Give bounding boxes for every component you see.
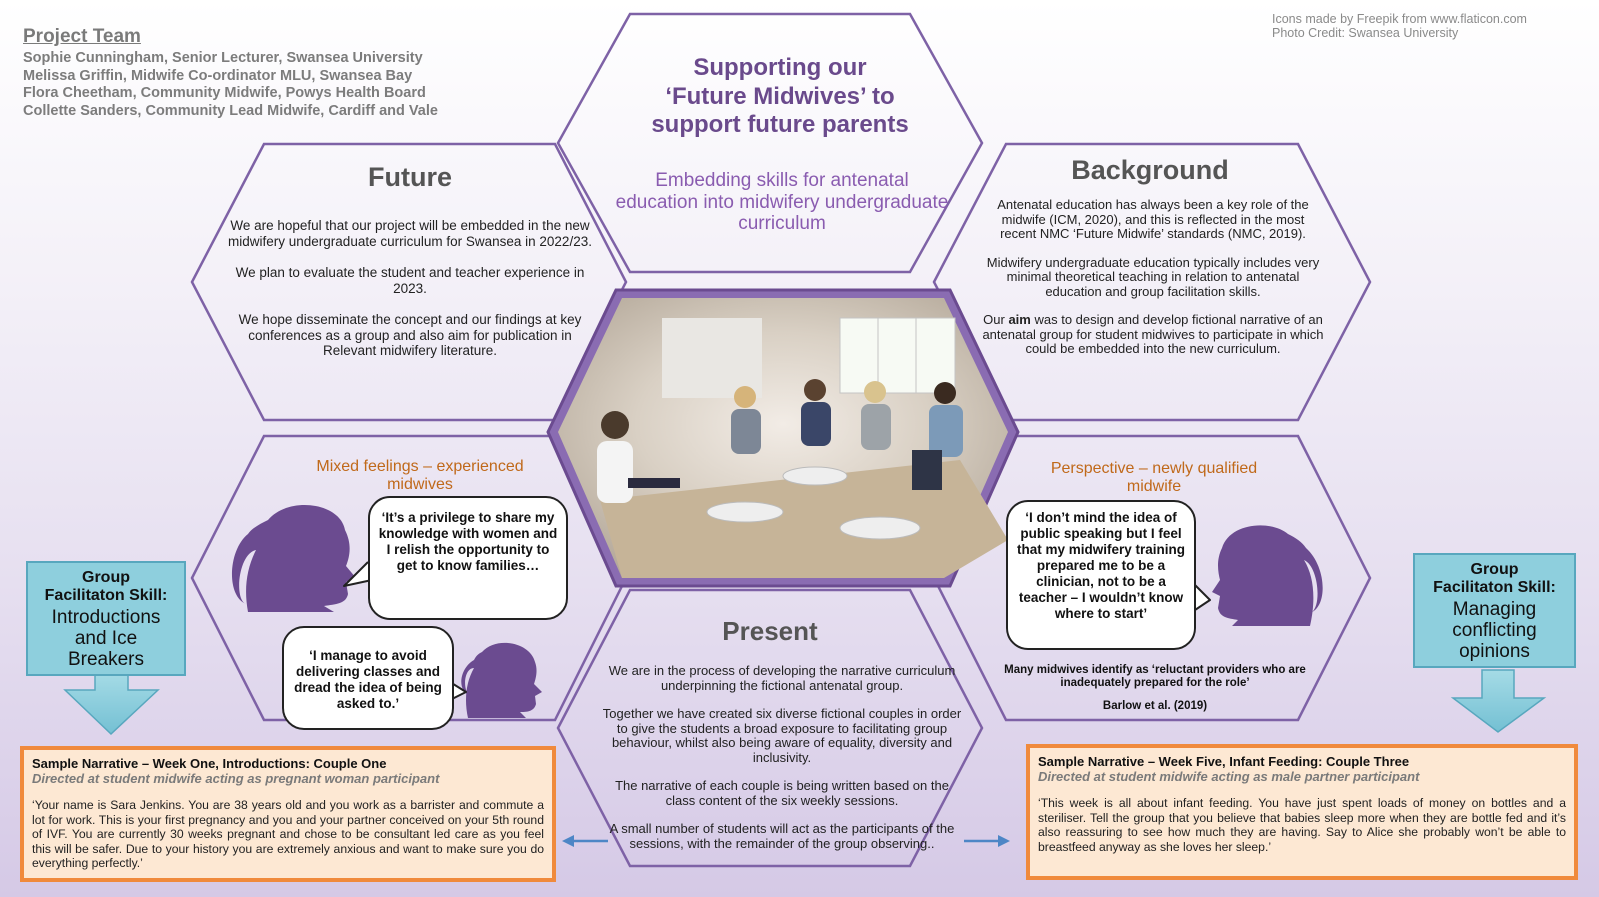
- present-text: [602, 664, 962, 865]
- poster-title: [570, 54, 990, 140]
- present-paragraph: We are in the process of developing the narrative curriculum underpinning the fictional antenatal group.: [608, 663, 956, 693]
- down-arrow-left: [65, 673, 158, 734]
- citation: Barlow et al. (2019): [1102, 700, 1208, 712]
- narrative-body: ‘Your name is Sara Jenkins. You are 38 years old and you work as a barrister and commute a lot for work. This is your first pregnancy and you and your partner conceived on your 5th round of IVF. You are currently 30 weeks pregnant and chose to be consultant led care as you feel this will be safer. Due to your history you are extremely anxious and want to make sure you do everything perfectly.’: [32, 798, 544, 871]
- future-paragraph: We plan to evaluate the student and teacher experience in 2023.: [235, 265, 585, 296]
- future-text: [226, 218, 594, 375]
- quote-bubble-privilege: ‘It’s a privilege to share my knowledge with women and I relish the opportunity to get to know families…: [368, 496, 568, 620]
- title-line: support future parents: [651, 111, 909, 138]
- aim-prefix: Our: [983, 312, 1009, 327]
- narrative-subtitle: Directed at student midwife acting as pregnant woman participant: [32, 771, 440, 786]
- background-paragraph: Midwifery undergraduate education typically includes very minimal theoretical teaching in relation to antenatal education and group facilitation skills.: [986, 254, 1320, 299]
- poster-subtitle: Embedding skills for antenatal education into midwifery undergraduate curriculum: [615, 170, 949, 234]
- background-paragraph: [982, 313, 1324, 357]
- skill-callout-right: [1413, 553, 1576, 668]
- present-paragraph: A small number of students will act as the participants of the sessions, with the remainder of the group observing..: [609, 821, 955, 851]
- narrative-title: Sample Narrative – Week One, Introductions: Couple One: [32, 756, 387, 771]
- background-paragraph: Antenatal education has always been a key role of the midwife (ICM, 2020), and this is reflected in the most recent NMC ‘Future Midwife’ standards (NMC, 2019).: [997, 197, 1309, 241]
- down-arrow-right: [1453, 670, 1544, 732]
- team-member: Flora Cheetham, Community Midwife, Powys Health Board: [23, 85, 426, 102]
- group-photo: [558, 298, 1008, 578]
- present-paragraph: Together we have created six diverse fictional couples in order to give the students a broad exposure to facilitating group behaviour, whilst also being aware of equality, diversity and inclusivity.: [602, 706, 962, 765]
- project-team-heading: Project Team: [23, 26, 141, 47]
- aim-keyword: aim: [1008, 312, 1031, 327]
- mixed-feelings-heading: Mixed feelings – experienced midwives: [316, 458, 524, 493]
- future-heading: Future: [368, 162, 452, 192]
- perspective-heading: Perspective – newly qualified midwife: [1050, 460, 1258, 495]
- photo-credit: Photo Credit: Swansea University: [1272, 26, 1459, 40]
- background-text: [982, 198, 1324, 371]
- team-member: Sophie Cunningham, Senior Lecturer, Swansea University: [23, 50, 423, 66]
- future-paragraph: We hope disseminate the concept and our findings at key conferences as a group and also aim for publication in Relevant midwifery literature.: [238, 312, 582, 358]
- project-team-list: [23, 50, 438, 120]
- narrative-body: ‘This week is all about infant feeding. You have just spent loads of money on bottles and a steriliser. Tell the group that you believe that babies sleep more when they are bottle fed and it’s also reassuring to see how much they are having. Say to Alice she probably won’t be able to breastfeed anyway as she loves her sleep.’: [1038, 796, 1566, 854]
- arrow-right: [964, 835, 1010, 847]
- present-paragraph: The narrative of each couple is being written based on the class content of the six weekly sessions.: [615, 778, 949, 808]
- skill-heading: Group: [1470, 561, 1519, 578]
- skill-body: Managing conflicting opinions: [1452, 599, 1537, 662]
- reluctant-providers-note: Many midwives identify as ‘reluctant providers who are inadequately prepared for the role’: [1004, 664, 1306, 689]
- aim-text: was to design and develop fictional narrative of an antenatal group for student midwives to participate in which could be embedded into the new curriculum.: [982, 312, 1324, 356]
- skill-heading: Facilitaton Skill:: [44, 587, 168, 604]
- title-line: Supporting our: [693, 54, 867, 81]
- narrative-subtitle: Directed at student midwife acting as male partner participant: [1038, 769, 1420, 784]
- skill-callout-left: [26, 561, 186, 676]
- present-heading: Present: [722, 616, 818, 646]
- future-paragraph: We are hopeful that our project will be embedded in the new midwifery undergraduate curriculum for Swansea in 2022/23.: [228, 218, 592, 249]
- team-member: Melissa Griffin, Midwife Co-ordinator MLU, Swansea Bay: [23, 67, 413, 84]
- title-line: ‘Future Midwives’ to: [665, 82, 895, 110]
- narrative-title: Sample Narrative – Week Five, Infant Feeding: Couple Three: [1038, 754, 1410, 769]
- silhouette-woman-right: [1212, 525, 1323, 626]
- skill-heading: Group: [82, 569, 130, 586]
- icon-credit: Icons made by Freepik from www.flaticon.com: [1272, 12, 1527, 26]
- skill-body: Introductions and Ice Breakers: [51, 607, 161, 670]
- quote-bubble-public-speaking: ‘I don’t mind the idea of public speaking but I feel that my midwifery training prepared me to be a clinician, not to be a teacher – I wouldn’t know where to start’: [1006, 500, 1196, 650]
- background-heading: Background: [1071, 155, 1229, 185]
- team-member: Collette Sanders, Community Lead Midwife, Cardiff and Vale: [23, 102, 438, 119]
- narrative-card-right: [1026, 744, 1578, 880]
- quote-bubble-avoid: ‘I manage to avoid delivering classes and dread the idea of being asked to.’: [282, 626, 454, 730]
- silhouette-woman-small: [461, 643, 542, 718]
- silhouette-woman-left: [232, 505, 356, 612]
- image-credits: [1272, 12, 1527, 40]
- narrative-card-left: [20, 746, 556, 882]
- skill-heading: Facilitaton Skill:: [1433, 579, 1556, 596]
